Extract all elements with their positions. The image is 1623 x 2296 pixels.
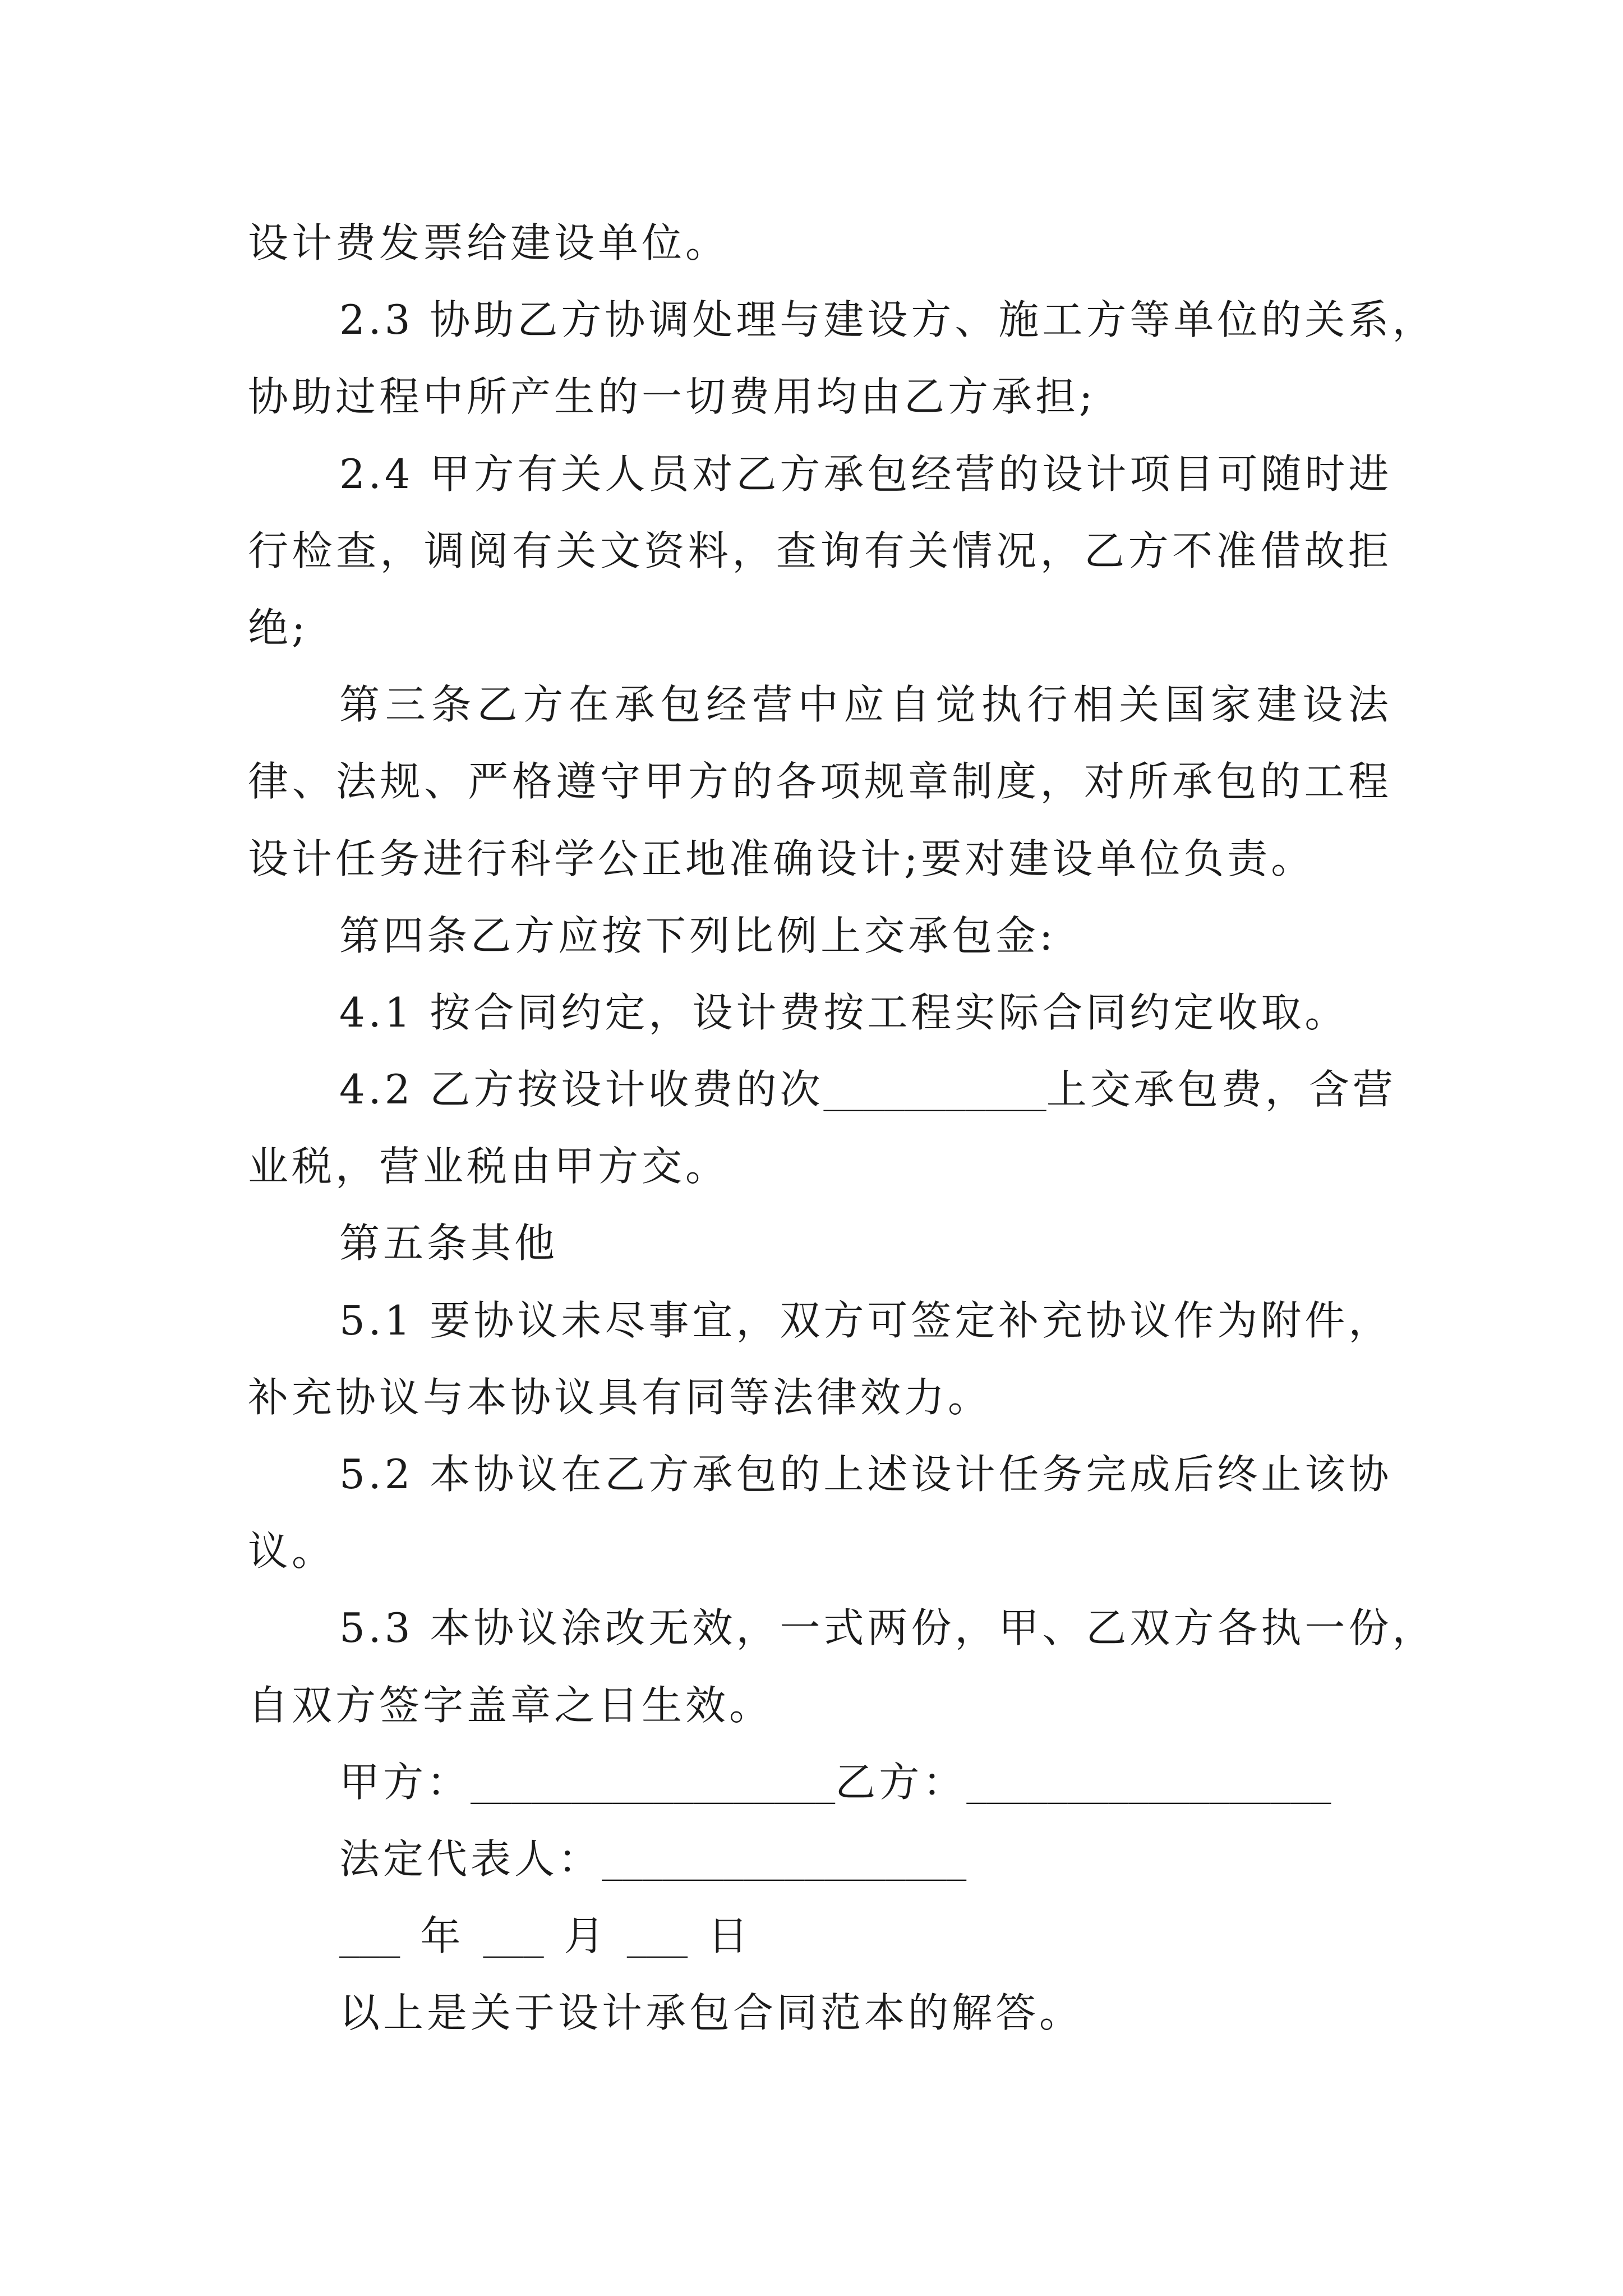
continuation-line: 设计费发票给建设单位。 bbox=[248, 219, 730, 266]
clause-5-3-line-1: 5.3 本协议涂改无效，一式两份，甲、乙双方各执一份， bbox=[339, 1604, 1436, 1652]
legal-representative-label: 法定代表人： bbox=[339, 1835, 602, 1883]
article-3-line-1: 第三条乙方在承包经营中应自觉执行相关国家建设法 bbox=[339, 681, 1392, 729]
clause-2-3-line-1: 2.3 协助乙方协调处理与建设方、施工方等单位的关系， bbox=[339, 296, 1436, 344]
clause-5-1-line-1: 5.1 要协议未尽事宜，双方可签定补充协议作为附件， bbox=[339, 1296, 1393, 1344]
clause-4-2-fill-blank: ___________ bbox=[823, 1073, 1046, 1112]
clause-5-1-line-2: 补充协议与本协议具有同等法律效力。 bbox=[248, 1373, 992, 1421]
clause-2-4-line-3: 绝; bbox=[248, 604, 309, 651]
clause-4-2-line-1 bbox=[248, 1051, 1396, 1128]
clause-4-2-text-after-blank: 上交承包费，含营 bbox=[1046, 1066, 1396, 1114]
contract-body bbox=[248, 205, 1436, 2052]
clause-4-2-line-2: 业税，营业税由甲方交。 bbox=[248, 1143, 730, 1190]
party-b-label: 乙方： bbox=[835, 1758, 967, 1806]
clause-5-2-line-2: 议。 bbox=[248, 1527, 336, 1575]
clause-4-1-line: 4.1 按合同约定，设计费按工程实际合同约定收取。 bbox=[339, 988, 1349, 1036]
clause-2-4-line-1: 2.4 甲方有关人员对乙方承包经营的设计项目可随时进 bbox=[339, 450, 1393, 498]
clause-5-3-line-2: 自双方签字盖章之日生效。 bbox=[248, 1681, 773, 1729]
article-4-heading: 第四条乙方应按下列比例上交承包金: bbox=[339, 912, 1057, 959]
month-blank: ___ bbox=[483, 1919, 544, 1959]
clause-2-3-line-2: 协助过程中所产生的一切费用均由乙方承担; bbox=[248, 373, 1096, 421]
day-blank: ___ bbox=[626, 1919, 688, 1959]
year-label: 年 bbox=[420, 1912, 464, 1960]
day-label: 日 bbox=[708, 1912, 752, 1960]
article-3-line-3: 设计任务进行科学公正地准确设计;要对建设单位负责。 bbox=[248, 835, 1315, 882]
year-blank: ___ bbox=[339, 1919, 400, 1959]
legal-representative-blank: __________________ bbox=[602, 1842, 967, 1881]
legal-representative-line bbox=[248, 1821, 1392, 1898]
date-line bbox=[248, 1898, 1392, 1975]
party-a-signature-blank: __________________ bbox=[471, 1765, 836, 1805]
closing-line: 以上是关于设计承包合同范本的解答。 bbox=[339, 1989, 1083, 2037]
month-label: 月 bbox=[564, 1912, 608, 1960]
clause-2-4-line-2: 行检查，调阅有关文资料，查询有关情况，乙方不准借故拒 bbox=[248, 527, 1392, 574]
clause-5-2-line-1: 5.2 本协议在乙方承包的上述设计任务完成后终止该协 bbox=[339, 1451, 1393, 1498]
party-b-signature-blank: __________________ bbox=[966, 1765, 1331, 1805]
clause-4-2-text-before-blank: 4.2 乙方按设计收费的次 bbox=[339, 1066, 824, 1114]
article-5-heading: 第五条其他 bbox=[339, 1220, 559, 1267]
party-a-label: 甲方： bbox=[339, 1758, 471, 1806]
signature-parties-line bbox=[248, 1744, 1392, 1821]
article-3-line-2: 律、法规、严格遵守甲方的各项规章制度，对所承包的工程 bbox=[248, 758, 1392, 806]
